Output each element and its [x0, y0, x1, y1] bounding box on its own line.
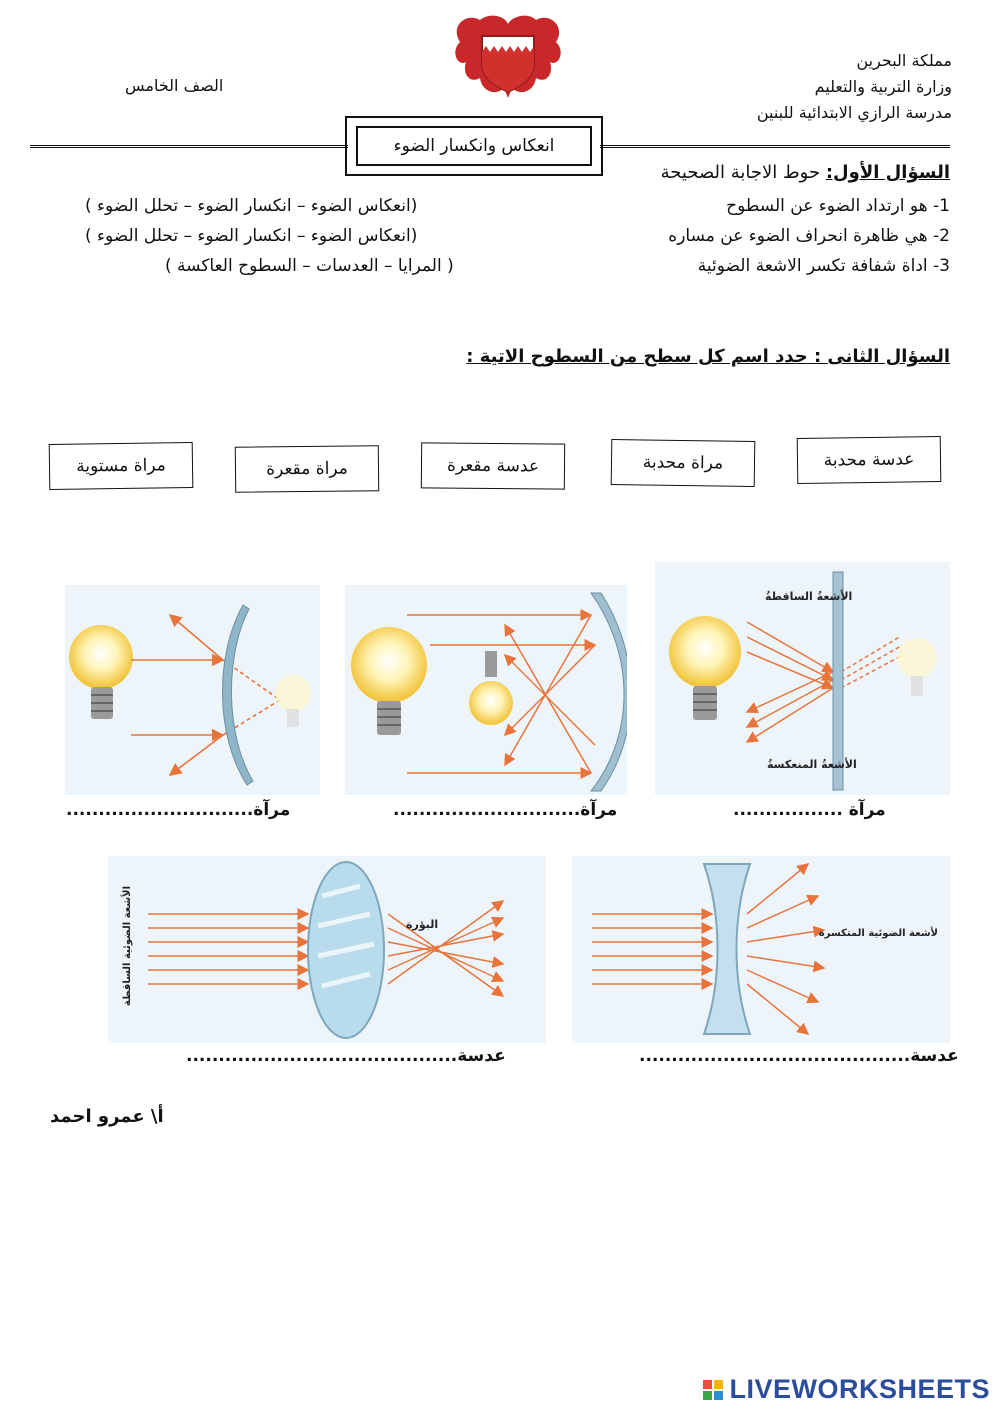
- title-rule-right: [600, 145, 950, 148]
- word-concave-mirror[interactable]: مراة مقعرة: [235, 445, 379, 493]
- liveworksheets-text: LIVEWORKSHEETS: [729, 1374, 990, 1404]
- q1-item-3-options[interactable]: ( المرايا – العدسات – السطوح العاكسة ): [165, 256, 454, 276]
- concave-mirror-diagram: [345, 585, 627, 795]
- concave-lens-diagram: [572, 856, 950, 1043]
- q1-item-2-options[interactable]: (انعكاس الضوء – انكسار الضوء – تحلل الضوء ): [85, 226, 418, 246]
- incident-light-rays-label: الأشعة الضوئية الساقطة: [122, 885, 133, 1006]
- convex-mirror-diagram: [65, 585, 320, 795]
- country-name: مملكة البحرين: [856, 51, 952, 70]
- word-convex-mirror[interactable]: مراة محدبة: [611, 439, 756, 487]
- q2-heading: السؤال الثانى : حدد اسم كل سطح من السطوح الاتية :: [466, 346, 950, 367]
- q1-item-2: 2- هي ظاهرة انحراف الضوء عن مساره: [668, 226, 950, 246]
- convex-lens-diagram: [108, 856, 546, 1043]
- answer-plane-mirror[interactable]: مرآة .................: [733, 800, 886, 820]
- liveworksheets-logo: [703, 1374, 990, 1405]
- word-convex-lens[interactable]: عدسة محدبة: [797, 436, 942, 484]
- incident-rays-label: الأشعةُ الساقطةُ: [765, 590, 853, 603]
- bahrain-emblem-logo: [450, 12, 566, 104]
- teacher-name: أ\ عمرو احمد: [50, 1106, 164, 1127]
- word-concave-lens[interactable]: عدسة مقعرة: [421, 442, 565, 489]
- answer-concave-lens[interactable]: عدسة..........................................: [639, 1046, 959, 1066]
- answer-convex-mirror[interactable]: مرآة.............................: [66, 800, 291, 820]
- focus-label: البؤرة: [406, 918, 439, 931]
- q1-item-1-options[interactable]: (انعكاس الضوء – انكسار الضوء – تحلل الضوء ): [85, 196, 418, 216]
- q1-item-3: 3- اداة شفافة تكسر الاشعة الضوئية: [697, 256, 950, 276]
- reflected-rays-label: الأشعةُ المنعكسةُ: [767, 758, 857, 771]
- answer-concave-mirror[interactable]: مرآة.............................: [393, 800, 618, 820]
- word-plane-mirror[interactable]: مراة مستوية: [49, 442, 194, 490]
- ministry-name: وزارة التربية والتعليم: [814, 77, 952, 96]
- q1-heading: السؤال الأول:: [825, 162, 950, 183]
- worksheet-title: انعكاس وانكسار الضوء: [356, 126, 592, 166]
- grade-label: الصف الخامس: [125, 76, 224, 95]
- q1-heading-line: [661, 162, 950, 183]
- school-name: مدرسة الرازي الابتدائية للبنين: [756, 103, 952, 122]
- answer-convex-lens[interactable]: عدسة..........................................: [186, 1046, 506, 1066]
- refracted-rays-label: لأشعة الضوئية المتكسرة: [818, 928, 938, 939]
- title-frame: [345, 116, 603, 176]
- q1-item-1: 1- هو ارتداد الضوء عن السطوح: [726, 196, 950, 216]
- liveworksheets-icon: [703, 1380, 723, 1400]
- q1-instruction: حوط الاجابة الصحيحة: [660, 162, 821, 183]
- plane-mirror-diagram: [655, 562, 950, 795]
- title-rule-left: [30, 145, 348, 148]
